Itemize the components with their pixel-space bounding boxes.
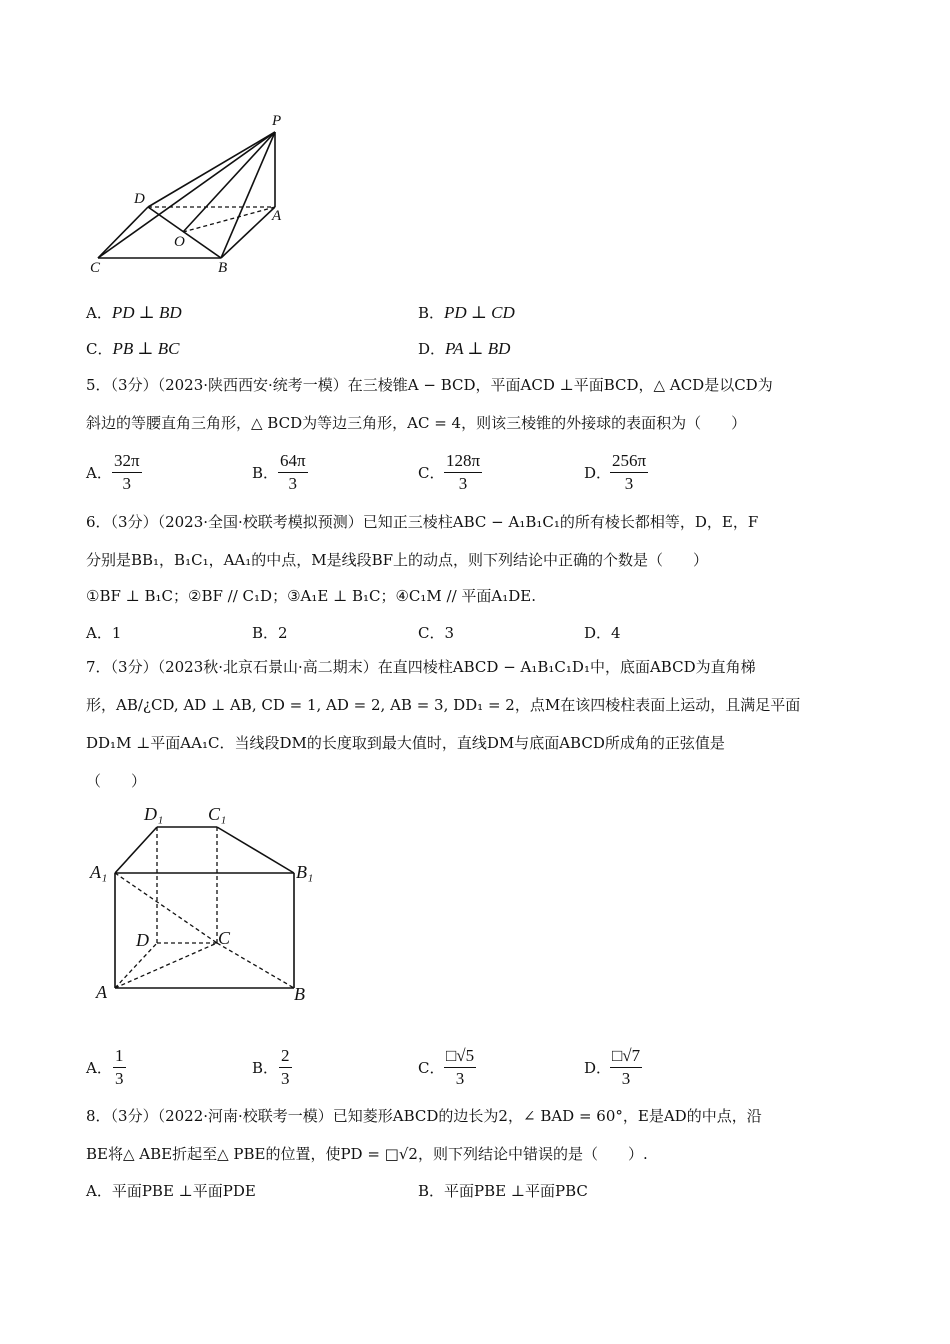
- option-key: D．: [418, 340, 446, 358]
- fig2-label-B: B: [294, 984, 305, 1004]
- fig2-label-A: A: [96, 982, 107, 1002]
- option-text: 2: [278, 624, 288, 642]
- option-text: PD ⊥ CD: [444, 303, 515, 322]
- option-key: A．: [86, 304, 112, 322]
- q6-stem-line2: 分别是BB₁，B₁C₁，AA₁的中点，M是线段BF上的动点，则下列结论中正确的个数是（ ）: [86, 551, 709, 569]
- q7-option-a-fraction[interactable]: [113, 1046, 126, 1089]
- q8-option-b[interactable]: [418, 1180, 588, 1201]
- option-text: PB ⊥ BC: [112, 339, 180, 358]
- q6-option-a[interactable]: [86, 622, 121, 643]
- option-text: 1: [111, 624, 122, 642]
- edge-CD: [98, 207, 148, 258]
- q4-option-d[interactable]: [418, 338, 510, 359]
- q5-option-d-fraction[interactable]: [610, 451, 648, 494]
- edge-BA: [221, 207, 275, 258]
- q8-stem-line1: 8．（3分）（2022·河南·校联考一模）已知菱形ABCD的边长为2，∠ BAD = 60°，E是AD的中点，沿: [86, 1107, 762, 1125]
- q5-option-b-key[interactable]: B．: [252, 464, 279, 482]
- q5-option-d-key[interactable]: D．: [584, 464, 612, 482]
- fraction-denominator: 3: [621, 1069, 631, 1088]
- fraction-denominator: 3: [624, 474, 634, 493]
- fraction-denominator: 3: [122, 474, 132, 493]
- fraction-denominator: 3: [281, 1069, 290, 1088]
- option-key: B．: [252, 624, 279, 642]
- fig1-label-P: P: [272, 113, 282, 129]
- q5-option-c-fraction[interactable]: [444, 451, 482, 494]
- q7-option-b-fraction[interactable]: [279, 1046, 292, 1089]
- q7-stem-line4: （ ）: [86, 772, 147, 790]
- option-text: 平面PBE ⊥平面PBC: [444, 1182, 588, 1200]
- fraction-denominator: 3: [455, 1069, 465, 1088]
- edge-A1D1: [115, 827, 157, 873]
- fraction-numerator: 32π: [114, 451, 140, 470]
- q7-option-c-fraction[interactable]: [444, 1046, 476, 1089]
- q7-option-a-key[interactable]: A．: [86, 1059, 112, 1077]
- pyramid-figure: [85, 110, 305, 280]
- fraction-numerator: 128π: [446, 451, 481, 470]
- option-text: PD ⊥ BD: [111, 303, 182, 322]
- edge-PD: [148, 132, 275, 207]
- q8-option-a[interactable]: [86, 1180, 256, 1201]
- fraction-numerator: 1: [115, 1046, 124, 1065]
- fig2-label-A1: A₁: [90, 862, 108, 882]
- option-key: B．: [418, 1182, 445, 1200]
- q5-stem-line1: 5．（3分）（2023·陕西西安·统考一模）在三棱锥A − BCD，平面ACD ⊥平面BCD，△ ACD是以CD为: [86, 376, 773, 394]
- q6-option-c[interactable]: [418, 622, 454, 643]
- q7-option-d-key[interactable]: D．: [584, 1059, 612, 1077]
- q5-option-b-fraction[interactable]: [278, 451, 308, 494]
- q6-option-d[interactable]: [584, 622, 621, 643]
- edge-C1B1: [217, 827, 294, 873]
- option-text: 4: [611, 624, 621, 642]
- fraction-denominator: 3: [115, 1069, 124, 1088]
- option-key: B．: [418, 304, 445, 322]
- q6-stem-line1: 6．（3分）（2023·全国·校联考模拟预测）已知正三棱柱ABC − A₁B₁C₁的所有棱长都相等，D，E，F: [86, 513, 759, 531]
- fraction-numerator: 256π: [612, 451, 647, 470]
- segment-A1C-hidden: [115, 873, 217, 943]
- fraction-denominator: 3: [288, 474, 298, 493]
- q4-option-b[interactable]: [418, 302, 515, 323]
- fig2-label-B1: B₁: [296, 862, 314, 882]
- fig2-label-C: C: [218, 928, 231, 948]
- fig1-label-C: C: [90, 260, 101, 276]
- q7-stem-line3: DD₁M ⊥平面AA₁C．当线段DM的长度取到最大值时，直线DM与底面ABCD所成角的正弦值是: [86, 734, 725, 752]
- fraction-numerator: □√7: [612, 1046, 641, 1065]
- fig1-label-A: A: [272, 208, 282, 224]
- q4-option-c[interactable]: [86, 338, 179, 359]
- fig2-label-D1: D₁: [144, 804, 164, 824]
- prism-figure: [85, 800, 325, 1010]
- q5-option-a-key[interactable]: A．: [86, 464, 112, 482]
- option-key: C．: [418, 624, 445, 642]
- fraction-numerator: 2: [281, 1046, 290, 1065]
- fraction-denominator: 3: [458, 474, 468, 493]
- q6-stem-line3: ①BF ⊥ B₁C；②BF // C₁D；③A₁E ⊥ B₁C；④C₁M // 平面A₁DE.: [86, 587, 537, 605]
- option-text: 平面PBE ⊥平面PDE: [111, 1182, 256, 1200]
- q7-option-c-key[interactable]: C．: [418, 1059, 445, 1077]
- q5-option-a-fraction[interactable]: [112, 451, 142, 494]
- fig1-label-D: D: [134, 191, 145, 207]
- fig1-label-B: B: [218, 260, 228, 276]
- fig2-label-C1: C₁: [208, 804, 227, 824]
- option-text: 3: [444, 624, 455, 642]
- segment-AC-hidden: [115, 943, 217, 988]
- option-text: PA ⊥ BD: [445, 339, 511, 358]
- fig2-label-D: D: [136, 930, 149, 950]
- option-key: C．: [86, 340, 113, 358]
- option-key: A．: [86, 1182, 112, 1200]
- fig1-label-O: O: [174, 234, 185, 250]
- q4-option-a[interactable]: [86, 302, 182, 323]
- q6-option-b[interactable]: [252, 622, 288, 643]
- q7-stem-line2: 形，AB/¿CD, AD ⊥ AB, CD = 1, AD = 2, AB = 3, DD₁ = 2，点M在该四棱柱表面上运动，且满足平面: [86, 696, 801, 714]
- q8-stem-line2: BE将△ ABE折起至△ PBE的位置，使PD = □√2，则下列结论中错误的是（ ）.: [86, 1145, 648, 1163]
- edge-CB-hidden: [217, 943, 294, 988]
- q7-stem-line1: 7．（3分）（2023秋·北京石景山·高二期末）在直四棱柱ABCD − A₁B₁C₁D₁中，底面ABCD为直角梯: [86, 658, 756, 676]
- fraction-numerator: 64π: [280, 451, 306, 470]
- q5-option-c-key[interactable]: C．: [418, 464, 445, 482]
- option-key: D．: [584, 624, 612, 642]
- segment-PO: [183, 132, 275, 232]
- q5-stem-line2: 斜边的等腰直角三角形，△ BCD为等边三角形，AC = 4，则该三棱锥的外接球的表面积为（ ）: [86, 414, 747, 432]
- q7-option-d-fraction[interactable]: [610, 1046, 642, 1089]
- fraction-numerator: □√5: [446, 1046, 475, 1065]
- q7-option-b-key[interactable]: B．: [252, 1059, 279, 1077]
- option-key: A．: [86, 624, 112, 642]
